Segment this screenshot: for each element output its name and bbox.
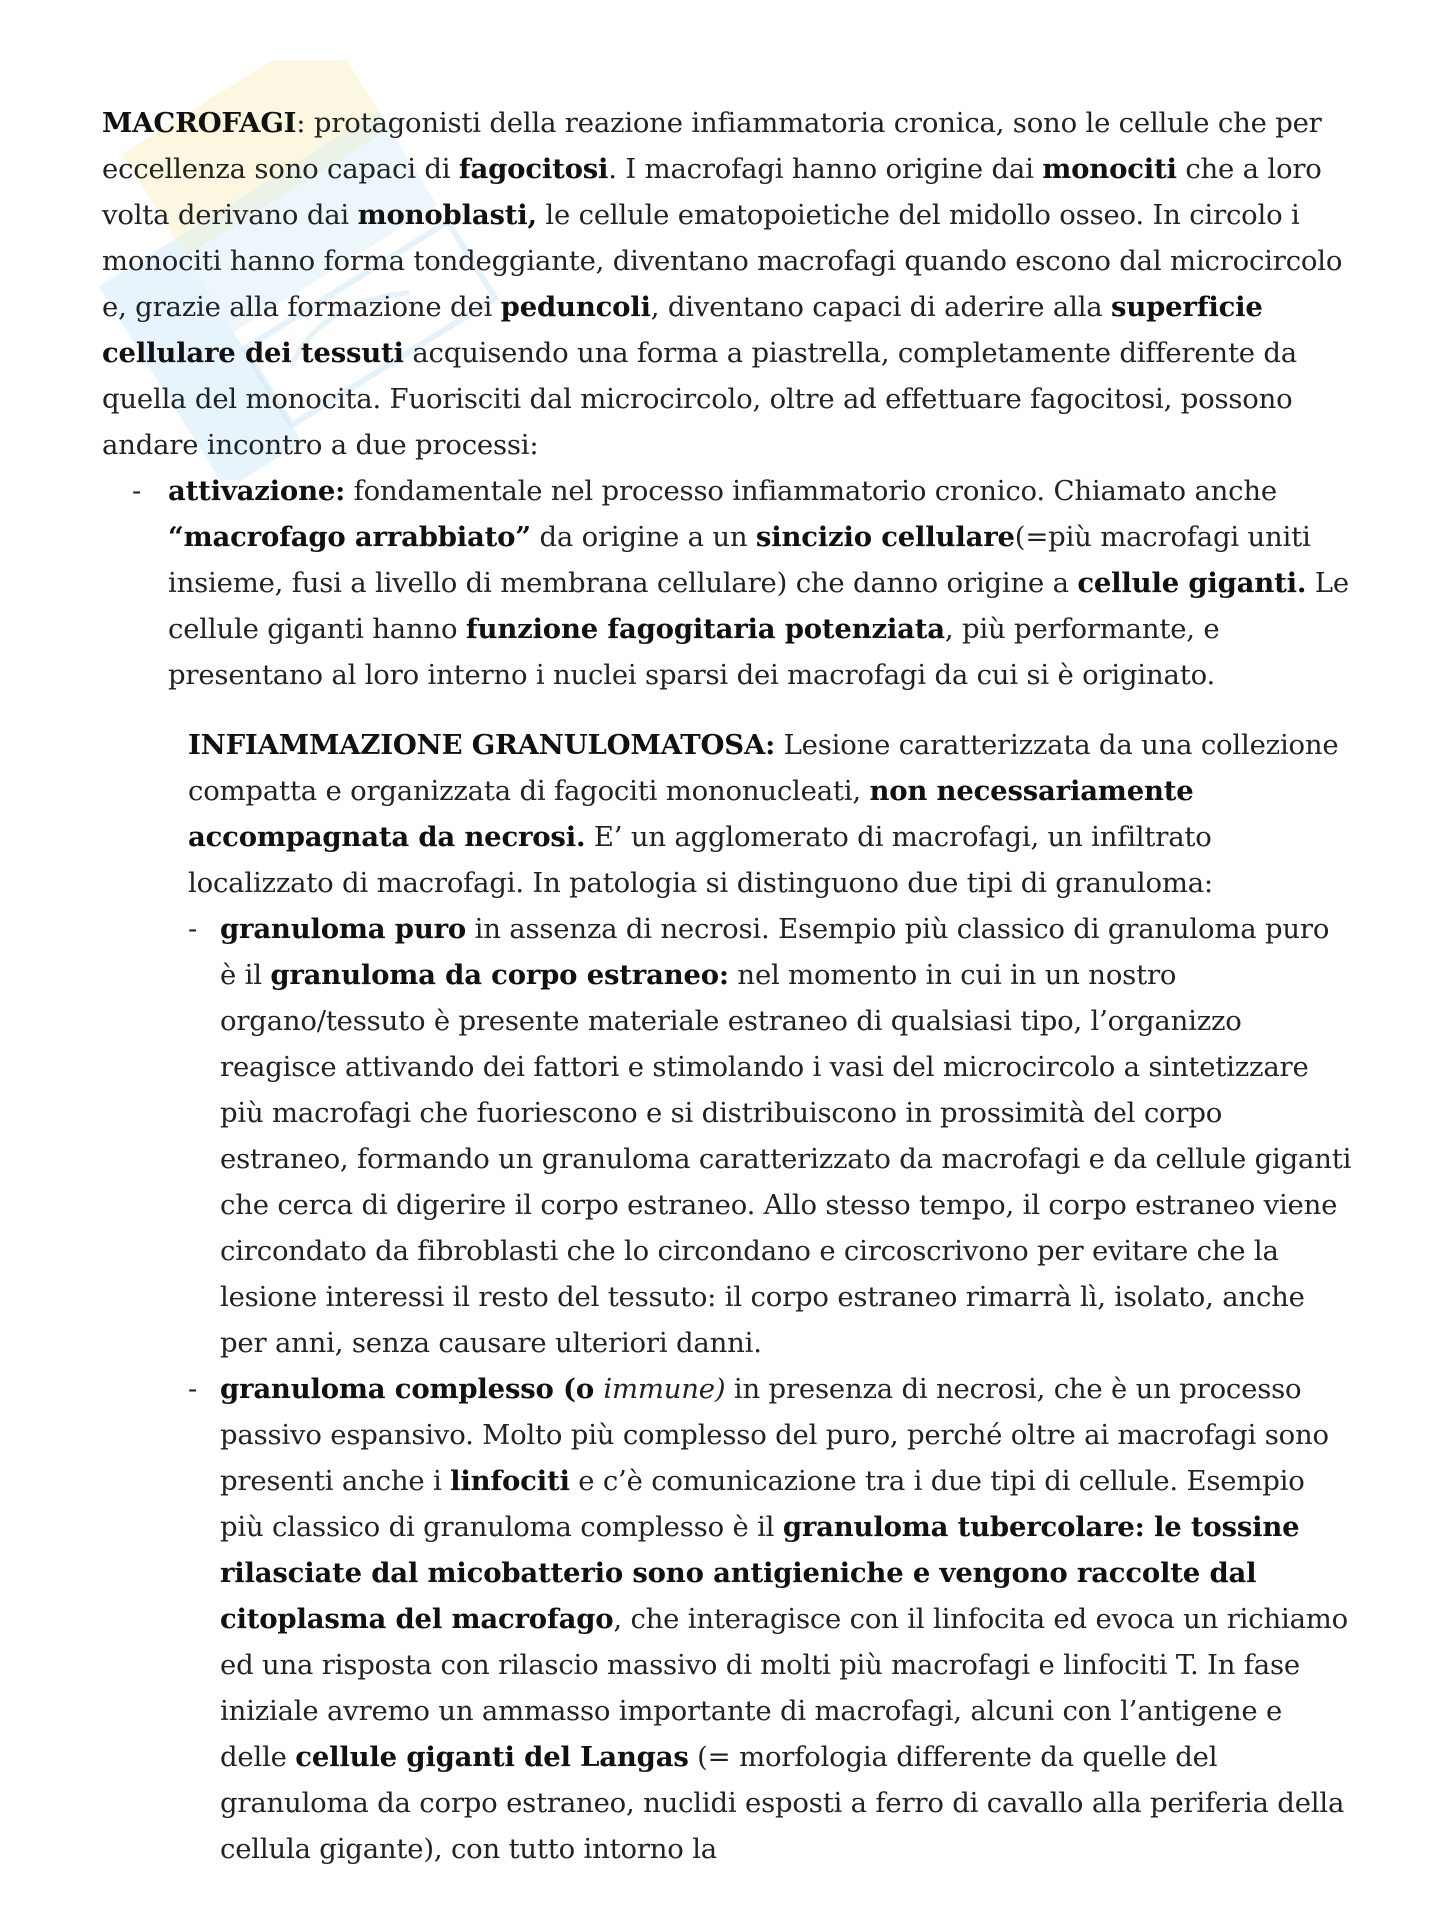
macrofagi-paragraph: MACROFAGI: protagonisti della reazione infiammatoria cronica, sono le cellule che per eccellenza sono capaci di fagocitosi. I macrofagi hanno origine dai monociti che a loro volta derivano dai monoblasti, le cellule ematopoietiche del midollo osseo. In circolo i monociti hanno forma tondeggiante, diventano macrofagi quando escono dal microcircolo e, grazie alla formazione dei peduncoli, diventano capaci di aderire alla superficie cellulare dei tessuti acquisendo una forma a piastrella, completamente differente da quella del monocita. Fuorisciti dal microcircolo, oltre ad effettuare fagocitosi, possono andare incontro a due processi:	[102, 107, 1343, 461]
document-body	[102, 100, 1352, 1872]
list-dash: -	[132, 475, 142, 507]
granulomatosa-paragraph: INFIAMMAZIONE GRANULOMATOSA: Lesione caratterizzata da una collezione compatta e organizzata di fagociti mononucleati, non necessariamente accompagnata da necrosi. E’ un agglomerato di macrofagi, un infiltrato localizzato di macrofagi. In patologia si distinguono due tipi di granuloma:	[188, 729, 1339, 899]
list-item-granuloma-complesso: - granuloma complesso (o immune) in presenza di necrosi, che è un processo passivo espansivo. Molto più complesso del puro, perché oltre ai macrofagi sono presenti anche i linfociti e c’è comunicazione tra i due tipi di cellule. Esempio più classico di granuloma complesso è il granuloma tubercolare: le tossine rilasciate dal micobatterio sono antigieniche e vengono raccolte dal citoplasma del macrofago, che interagisce con il linfocita ed evoca un richiamo ed una risposta con rilascio massivo di molti più macrofagi e linfociti T. In fase iniziale avremo un ammasso importante di macrofagi, alcuni con l’antigene e delle cellule giganti del Langas (= morfologia differente da quelle del granuloma da corpo estraneo, nuclidi esposti a ferro di cavallo alla periferia della cellula gigante), con tutto intorno la	[220, 1366, 1352, 1872]
list-item-attivazione: - attivazione: fondamentale nel processo infiammatorio cronico. Chiamato anche “macrofago arrabbiato” da origine a un sincizio cellulare(=più macrofagi uniti insieme, fusi a livello di membrana cellulare) che danno origine a cellule giganti. Le cellule giganti hanno funzione fagogitaria potenziata, più performante, e presentano al loro interno i nuclei sparsi dei macrofagi da cui si è originato.	[168, 468, 1352, 698]
list-dash: -	[188, 1373, 198, 1405]
list-dash: -	[188, 913, 198, 945]
list-item-granuloma-puro: - granuloma puro in assenza di necrosi. Esempio più classico di granuloma puro è il granuloma da corpo estraneo: nel momento in cui in un nostro organo/tessuto è presente materiale estraneo di qualsiasi tipo, l’organizzo reagisce attivando dei fattori e stimolando i vasi del microcircolo a sintetizzare più macrofagi che fuoriescono e si distribuiscono in prossimità del corpo estraneo, formando un granuloma caratterizzato da macrofagi e da cellule giganti che cerca di digerire il corpo estraneo. Allo stesso tempo, il corpo estraneo viene circondato da fibroblasti che lo circondano e circoscrivono per evitare che la lesione interessi il resto del tessuto: il corpo estraneo rimarrà lì, isolato, anche per anni, senza causare ulteriori danni.	[220, 906, 1352, 1366]
processi-list	[132, 468, 1352, 698]
macrofagi-heading: MACROFAGI	[102, 107, 297, 139]
granulomatosa-heading: INFIAMMAZIONE GRANULOMATOSA:	[188, 729, 776, 761]
granulomatosa-section	[188, 722, 1352, 1872]
granuloma-types-list	[188, 906, 1352, 1872]
